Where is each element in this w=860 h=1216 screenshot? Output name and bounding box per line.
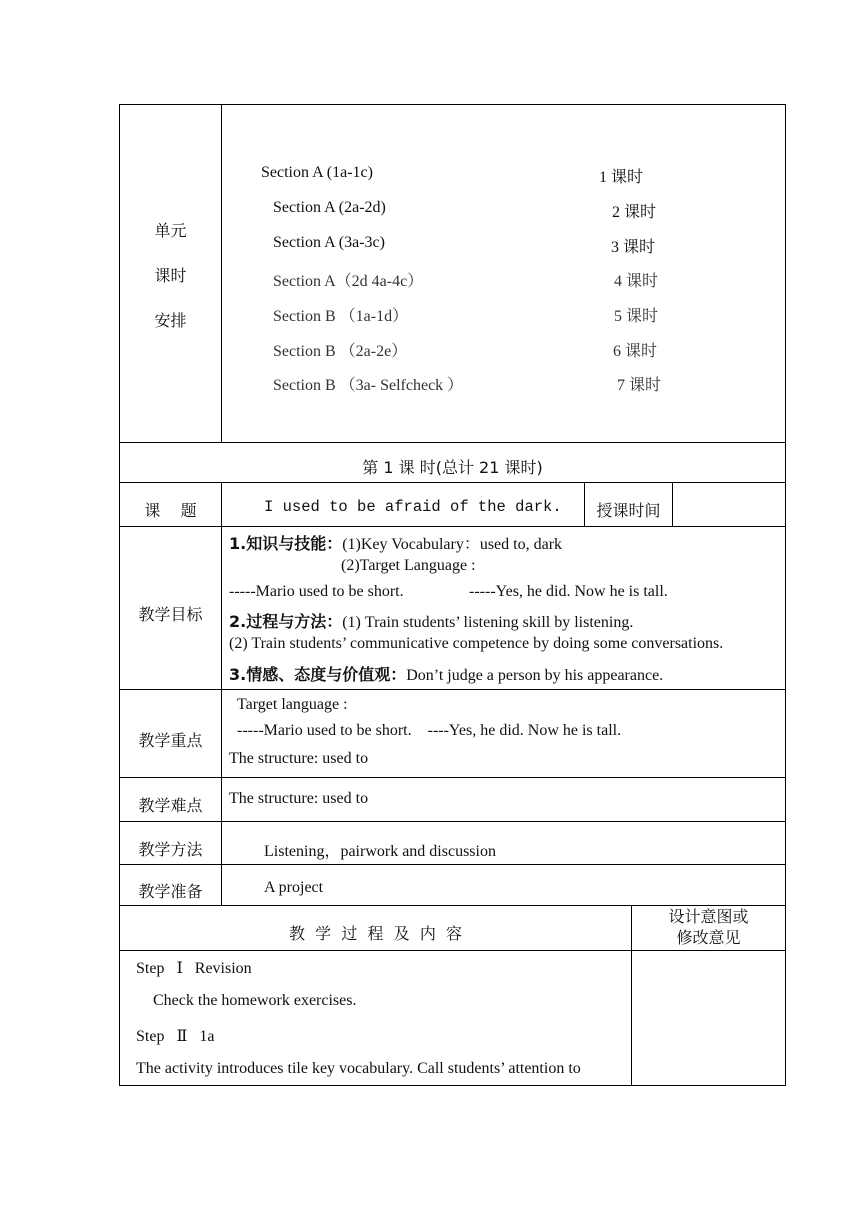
schedule-hours: 2 课时 bbox=[612, 204, 657, 221]
table-border bbox=[119, 821, 786, 822]
schedule-section: Section A（2d 4a-4c） bbox=[273, 273, 424, 290]
schedule-hours: 4 课时 bbox=[614, 273, 659, 290]
key-points-text: The structure: used to bbox=[229, 750, 369, 767]
schedule-section: Section B （2a-2e） bbox=[273, 343, 408, 360]
difficulties-label: 教学难点 bbox=[138, 796, 203, 815]
table-border bbox=[221, 104, 222, 443]
objectives-label: 教学目标 bbox=[138, 605, 203, 624]
schedule-section: Section B （3a- Selfcheck ） bbox=[273, 377, 464, 394]
objective-text: (1) Train students’ listening skill by listening. bbox=[342, 614, 634, 631]
topic-label: 课 题 bbox=[144, 501, 197, 520]
difficulties-text: The structure: used to bbox=[229, 790, 369, 807]
objective-heading: 3.情感、态度与价值观： bbox=[229, 665, 407, 684]
table-border bbox=[672, 482, 673, 527]
objective-text: Don’t judge a person by his appearance. bbox=[406, 667, 664, 684]
step-text: Check the homework exercises. bbox=[153, 992, 357, 1009]
table-border bbox=[119, 1085, 786, 1086]
key-points-text: Target language : bbox=[237, 696, 348, 713]
step-text: The activity introduces tile key vocabulary. Call students’ attention to bbox=[136, 1060, 581, 1077]
key-points-label: 教学重点 bbox=[138, 731, 203, 750]
table-border bbox=[785, 104, 786, 1086]
schedule-label bbox=[120, 218, 221, 353]
table-border bbox=[119, 482, 786, 483]
schedule-hours: 1 课时 bbox=[599, 169, 644, 186]
schedule-section: Section A (1a-1c) bbox=[261, 164, 373, 181]
topic-value: I used to be afraid of the dark. bbox=[264, 498, 562, 516]
design-notes-header-line: 设计意图或 bbox=[668, 907, 749, 926]
lesson-header: 第 1 课 时(总计 21 课时) bbox=[362, 458, 543, 477]
step-title: Step Ⅰ Revision bbox=[136, 960, 252, 977]
schedule-section: Section A (3a-3c) bbox=[273, 234, 385, 251]
preparation-text: A project bbox=[264, 879, 324, 896]
design-notes-header bbox=[632, 906, 785, 948]
methods-label: 教学方法 bbox=[138, 840, 203, 859]
schedule-hours: 6 课时 bbox=[613, 343, 658, 360]
table-border bbox=[119, 104, 786, 105]
table-border bbox=[119, 777, 786, 778]
process-header: 教 学 过 程 及 内 容 bbox=[288, 924, 463, 943]
schedule-section: Section B （1a-1d） bbox=[273, 308, 409, 325]
step-title: Step Ⅱ 1a bbox=[136, 1028, 215, 1045]
objectives-content bbox=[229, 531, 781, 688]
objective-heading: 1.知识与技能： bbox=[229, 534, 343, 553]
preparation-label: 教学准备 bbox=[138, 882, 203, 901]
schedule-section: Section A (2a-2d) bbox=[273, 199, 386, 216]
table-border bbox=[221, 482, 222, 906]
table-border bbox=[119, 950, 786, 951]
schedule-hours: 7 课时 bbox=[617, 377, 662, 394]
table-border bbox=[119, 689, 786, 690]
schedule-label-line: 单元 bbox=[154, 221, 187, 240]
lesson-time-label: 授课时间 bbox=[596, 501, 661, 520]
objective-heading: 2.过程与方法： bbox=[229, 612, 343, 631]
design-notes-header-line: 修改意见 bbox=[676, 928, 741, 947]
table-border bbox=[119, 526, 786, 527]
objective-text: -----Yes, he did. Now he is tall. bbox=[469, 583, 668, 600]
schedule-label-line: 安排 bbox=[154, 311, 187, 330]
schedule-label-line: 课时 bbox=[154, 266, 187, 285]
schedule-hours: 5 课时 bbox=[614, 308, 659, 325]
schedule-hours: 3 课时 bbox=[611, 239, 656, 256]
objective-text: -----Mario used to be short. bbox=[229, 583, 404, 600]
table-border bbox=[119, 864, 786, 865]
objective-text: (2) Train students’ communicative competence by doing some conversations. bbox=[229, 635, 724, 652]
objective-text: (2)Target Language : bbox=[341, 557, 476, 574]
key-points-text: -----Mario used to be short. ----Yes, he did. Now he is tall. bbox=[237, 722, 622, 739]
objective-text: (1)Key Vocabulary：used to, dark bbox=[342, 536, 563, 553]
methods-text: Listening，pairwork and discussion bbox=[264, 843, 496, 860]
table-border bbox=[119, 442, 786, 443]
